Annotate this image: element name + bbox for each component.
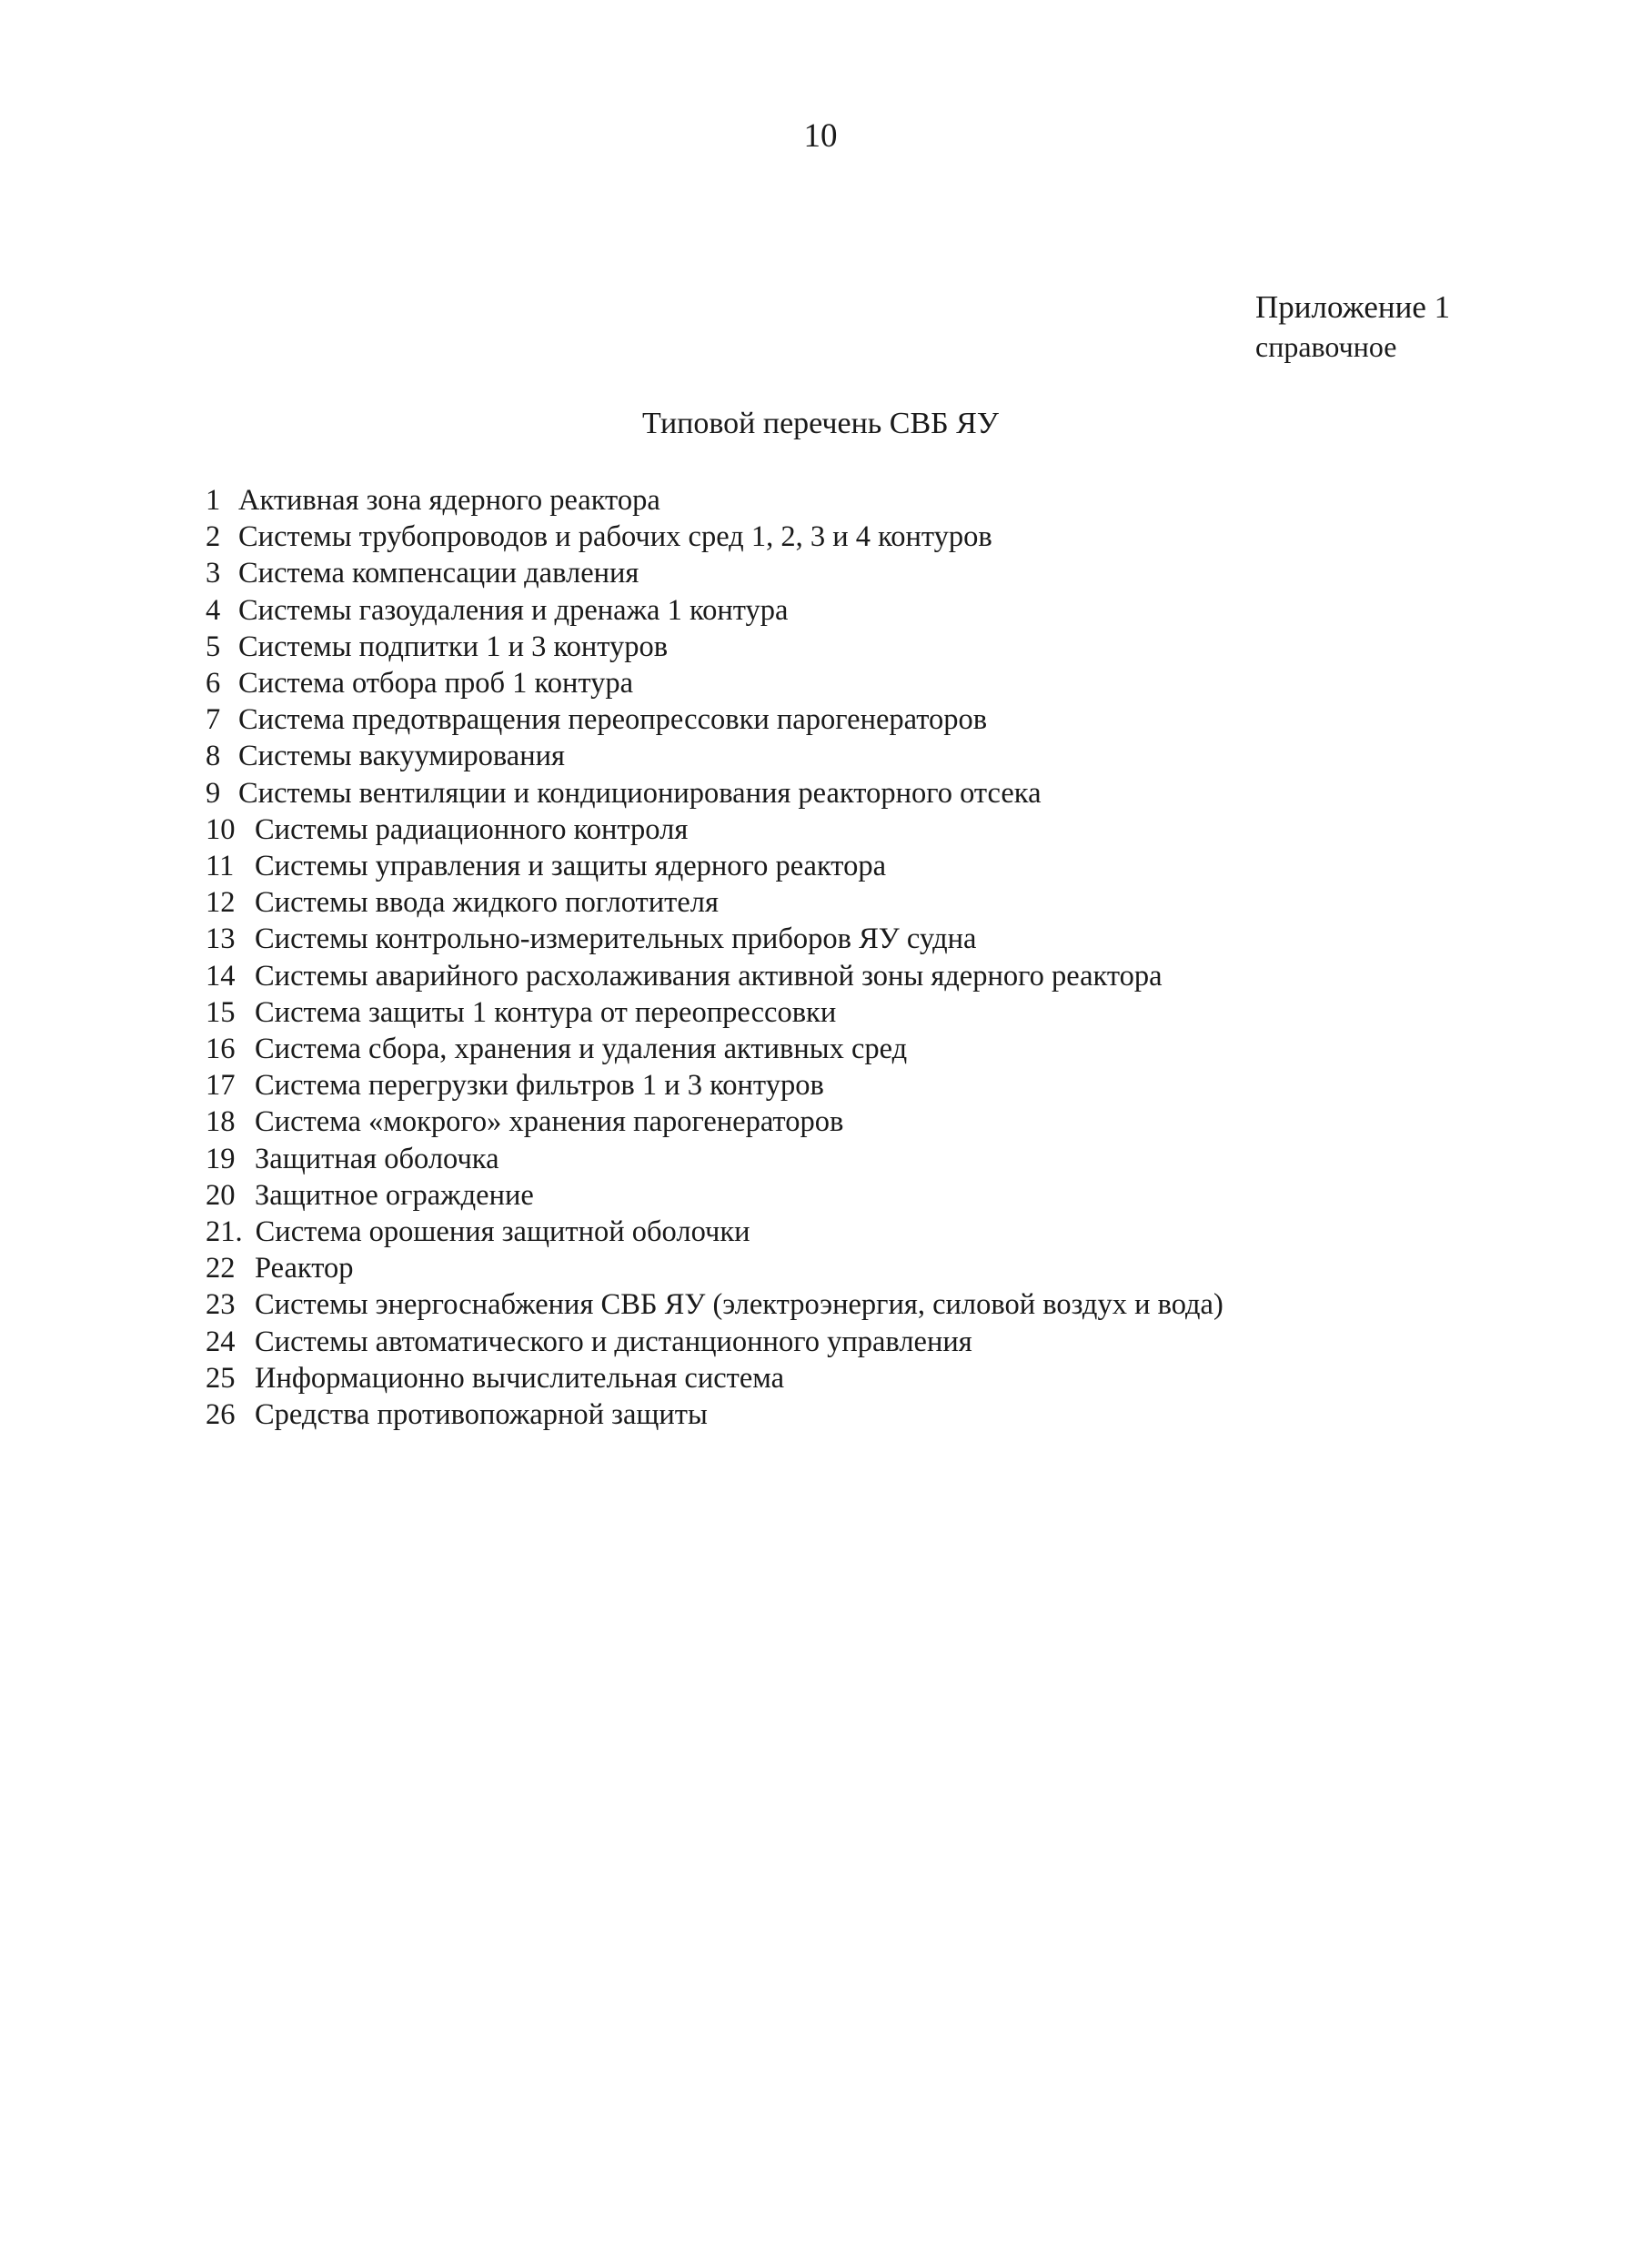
list-item [206, 848, 1223, 884]
list-item [206, 1104, 1223, 1140]
list-item-text: Системы аварийного расхолаживания активной зоны ядерного реактора [255, 959, 1163, 993]
page-number: 10 [803, 117, 838, 155]
list-item-number: 3 [206, 557, 221, 590]
document-title: Типовой перечень СВБ ЯУ [642, 407, 999, 440]
list-item-text: Система защиты 1 контура от переопрессовки [255, 995, 837, 1029]
appendix-label: Приложение 1 [1255, 289, 1451, 325]
list-item-number: 24 [206, 1325, 236, 1358]
list-item-text: Система орошения защитной оболочки [255, 1215, 750, 1249]
list-item [206, 519, 1223, 555]
list-item-text: Системы радиационного контроля [255, 812, 689, 846]
list-item-text: Системы автоматического и дистанционного управления [255, 1325, 972, 1358]
list-item-text: Системы подпитки 1 и 3 контуров [238, 630, 669, 663]
list-item [206, 1360, 1223, 1396]
list-item-number: 11 [206, 850, 235, 883]
list-item-text: Система сбора, хранения и удаления активных сред [255, 1033, 908, 1066]
list-item-text: Система компенсации давления [238, 557, 639, 590]
list-item [206, 1031, 1223, 1067]
list-item [206, 884, 1223, 921]
list-item-number: 4 [206, 593, 221, 627]
list-item-number: 21. [206, 1215, 243, 1249]
list-item-text: Система «мокрого» хранения парогенераторов [255, 1105, 844, 1139]
list-item-number: 25 [206, 1361, 236, 1395]
list-item-number: 26 [206, 1398, 236, 1432]
list-item-text: Системы вентиляции и кондиционирования реакторного отсека [238, 776, 1042, 810]
list-item [206, 1177, 1223, 1214]
list-item-number: 22 [206, 1252, 236, 1285]
list-item [206, 994, 1223, 1031]
list-item-number: 23 [206, 1288, 236, 1322]
list-item [206, 1250, 1223, 1286]
list-item-number: 7 [206, 703, 221, 737]
list-item-number: 15 [206, 995, 236, 1029]
list-item-text: Система предотвращения переопрессовки парогенераторов [238, 703, 988, 737]
list-item-number: 10 [206, 812, 236, 846]
list-item-text: Системы контрольно-измерительных приборов ЯУ судна [255, 922, 977, 956]
list-item-number: 18 [206, 1105, 236, 1139]
list-item-number: 6 [206, 667, 221, 701]
list-item-number: 14 [206, 959, 236, 993]
list-item [206, 958, 1223, 994]
list-item [206, 1324, 1223, 1360]
list-item-number: 19 [206, 1142, 236, 1175]
list-item-text: Системы трубопроводов и рабочих сред 1, 2, 3 и 4 контуров [238, 520, 992, 554]
list-item [206, 629, 1223, 665]
list-item-number: 20 [206, 1178, 236, 1212]
list-item [206, 1214, 1223, 1250]
list-item-number: 17 [206, 1069, 236, 1103]
list-item-text: Активная зона ядерного реактора [238, 484, 660, 517]
list-item [206, 665, 1223, 701]
list-item-number: 5 [206, 630, 221, 663]
list-item-number: 8 [206, 740, 221, 773]
list-item-text: Защитная оболочка [255, 1142, 499, 1175]
list-item-text: Система отбора проб 1 контура [238, 667, 634, 701]
list-item-text: Реактор [255, 1252, 354, 1285]
list-item-text: Средства противопожарной защиты [255, 1398, 708, 1432]
list-item-number: 16 [206, 1033, 236, 1066]
appendix-note: справочное [1255, 330, 1397, 363]
list-item [206, 701, 1223, 738]
list-item [206, 1286, 1223, 1323]
list-item-text: Системы ввода жидкого поглотителя [255, 886, 719, 920]
systems-list [206, 482, 1223, 1433]
list-item [206, 738, 1223, 774]
list-item [206, 482, 1223, 519]
list-item [206, 775, 1223, 811]
list-item [206, 555, 1223, 591]
list-item [206, 921, 1223, 957]
list-item [206, 811, 1223, 848]
list-item [206, 1396, 1223, 1433]
list-item-number: 9 [206, 776, 221, 810]
list-item-text: Системы газоудаления и дренажа 1 контура [238, 593, 789, 627]
list-item-number: 2 [206, 520, 221, 554]
list-item [206, 592, 1223, 629]
list-item [206, 1141, 1223, 1177]
list-item-text: Системы управления и защиты ядерного реактора [255, 850, 887, 883]
list-item-text: Информационно вычислительная система [255, 1361, 785, 1395]
list-item-number: 1 [206, 484, 221, 517]
list-item-text: Система перегрузки фильтров 1 и 3 контуров [255, 1069, 824, 1103]
list-item-number: 13 [206, 922, 236, 956]
list-item-text: Системы вакуумирования [238, 740, 565, 773]
list-item-text: Защитное ограждение [255, 1178, 534, 1212]
list-item-text: Системы энергоснабжения СВБ ЯУ (электроэнергия, силовой воздух и вода) [255, 1288, 1223, 1322]
list-item-number: 12 [206, 886, 236, 920]
list-item [206, 1067, 1223, 1104]
